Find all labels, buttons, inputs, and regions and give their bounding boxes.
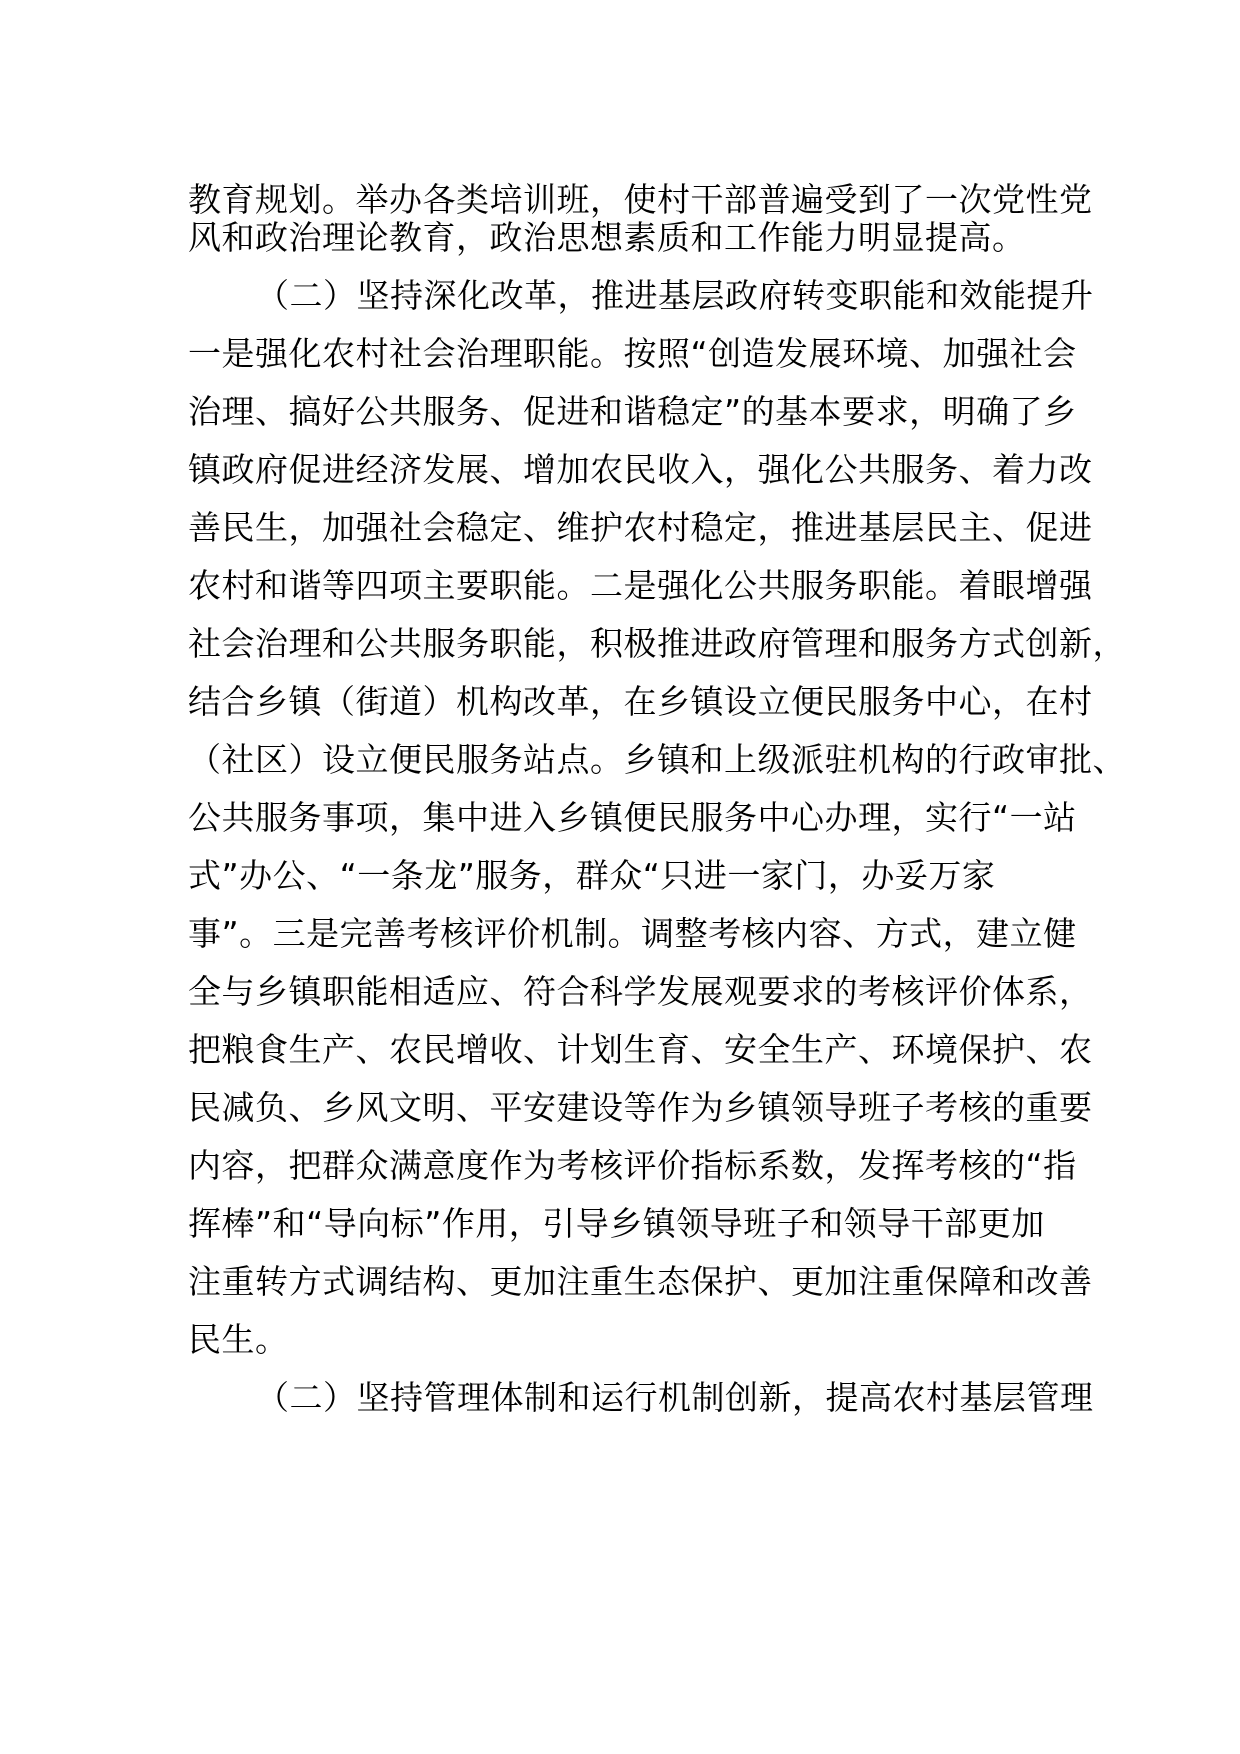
text-line-16: 把粮食生产、农民增收、计划生育、安全生产、环境保护、农: [188, 1030, 1093, 1069]
text-line-13: 式”办公、“一条龙”服务，群众“只进一家门，办妥万家: [188, 856, 996, 895]
text-line-4: 一是强化农村社会治理职能。按照“创造发展环境、加强社会: [188, 334, 1077, 373]
text-line-17: 民减负、乡风文明、平安建设等作为乡镇领导班子考核的重要: [188, 1088, 1093, 1127]
text-line-20: 注重转方式调结构、更加注重生态保护、更加注重保障和改善: [188, 1262, 1093, 1301]
text-line-12: 公共服务事项，集中进入乡镇便民服务中心办理，实行“一站: [188, 798, 1077, 837]
text-line-1: 教育规划。举办各类培训班，使村干部普遍受到了一次党性党: [188, 180, 1093, 219]
text-line-14: 事”。三是完善考核评价机制。调整考核内容、方式，建立健: [188, 914, 1077, 953]
text-line-15: 全与乡镇职能相适应、符合科学发展观要求的考核评价体系，: [188, 972, 1093, 1011]
text-line-6: 镇政府促进经济发展、增加农民收入，强化公共服务、着力改: [188, 450, 1093, 489]
text-line-19: 挥棒”和“导向标”作用，引导乡镇领导班子和领导干部更加: [188, 1204, 1045, 1243]
text-line-10: 结合乡镇（街道）机构改革，在乡镇设立便民服务中心，在村: [188, 682, 1093, 721]
text-line-8: 农村和谐等四项主要职能。二是强化公共服务职能。着眼增强: [188, 566, 1093, 605]
text-line-7: 善民生，加强社会稳定、维护农村稳定，推进基层民主、促进: [188, 508, 1093, 547]
text-line-18: 内容，把群众满意度作为考核评价指标系数，发挥考核的“指: [188, 1146, 1077, 1185]
text-line-21: 民生。: [188, 1320, 289, 1359]
text-line-11: （社区）设立便民服务站点。乡镇和上级派驻机构的行政审批、: [188, 740, 1126, 779]
section-heading-2: （二）坚持深化改革，推进基层政府转变职能和效能提升: [256, 276, 1094, 315]
text-line-2: 风和政治理论教育，政治思想素质和工作能力明显提高。: [188, 218, 1026, 257]
text-line-5: 治理、搞好公共服务、促进和谐稳定”的基本要求，明确了乡: [188, 392, 1077, 431]
section-heading-3: （二）坚持管理体制和运行机制创新，提高农村基层管理: [256, 1378, 1094, 1417]
text-line-9: 社会治理和公共服务职能，积极推进政府管理和服务方式创新，: [188, 624, 1126, 663]
